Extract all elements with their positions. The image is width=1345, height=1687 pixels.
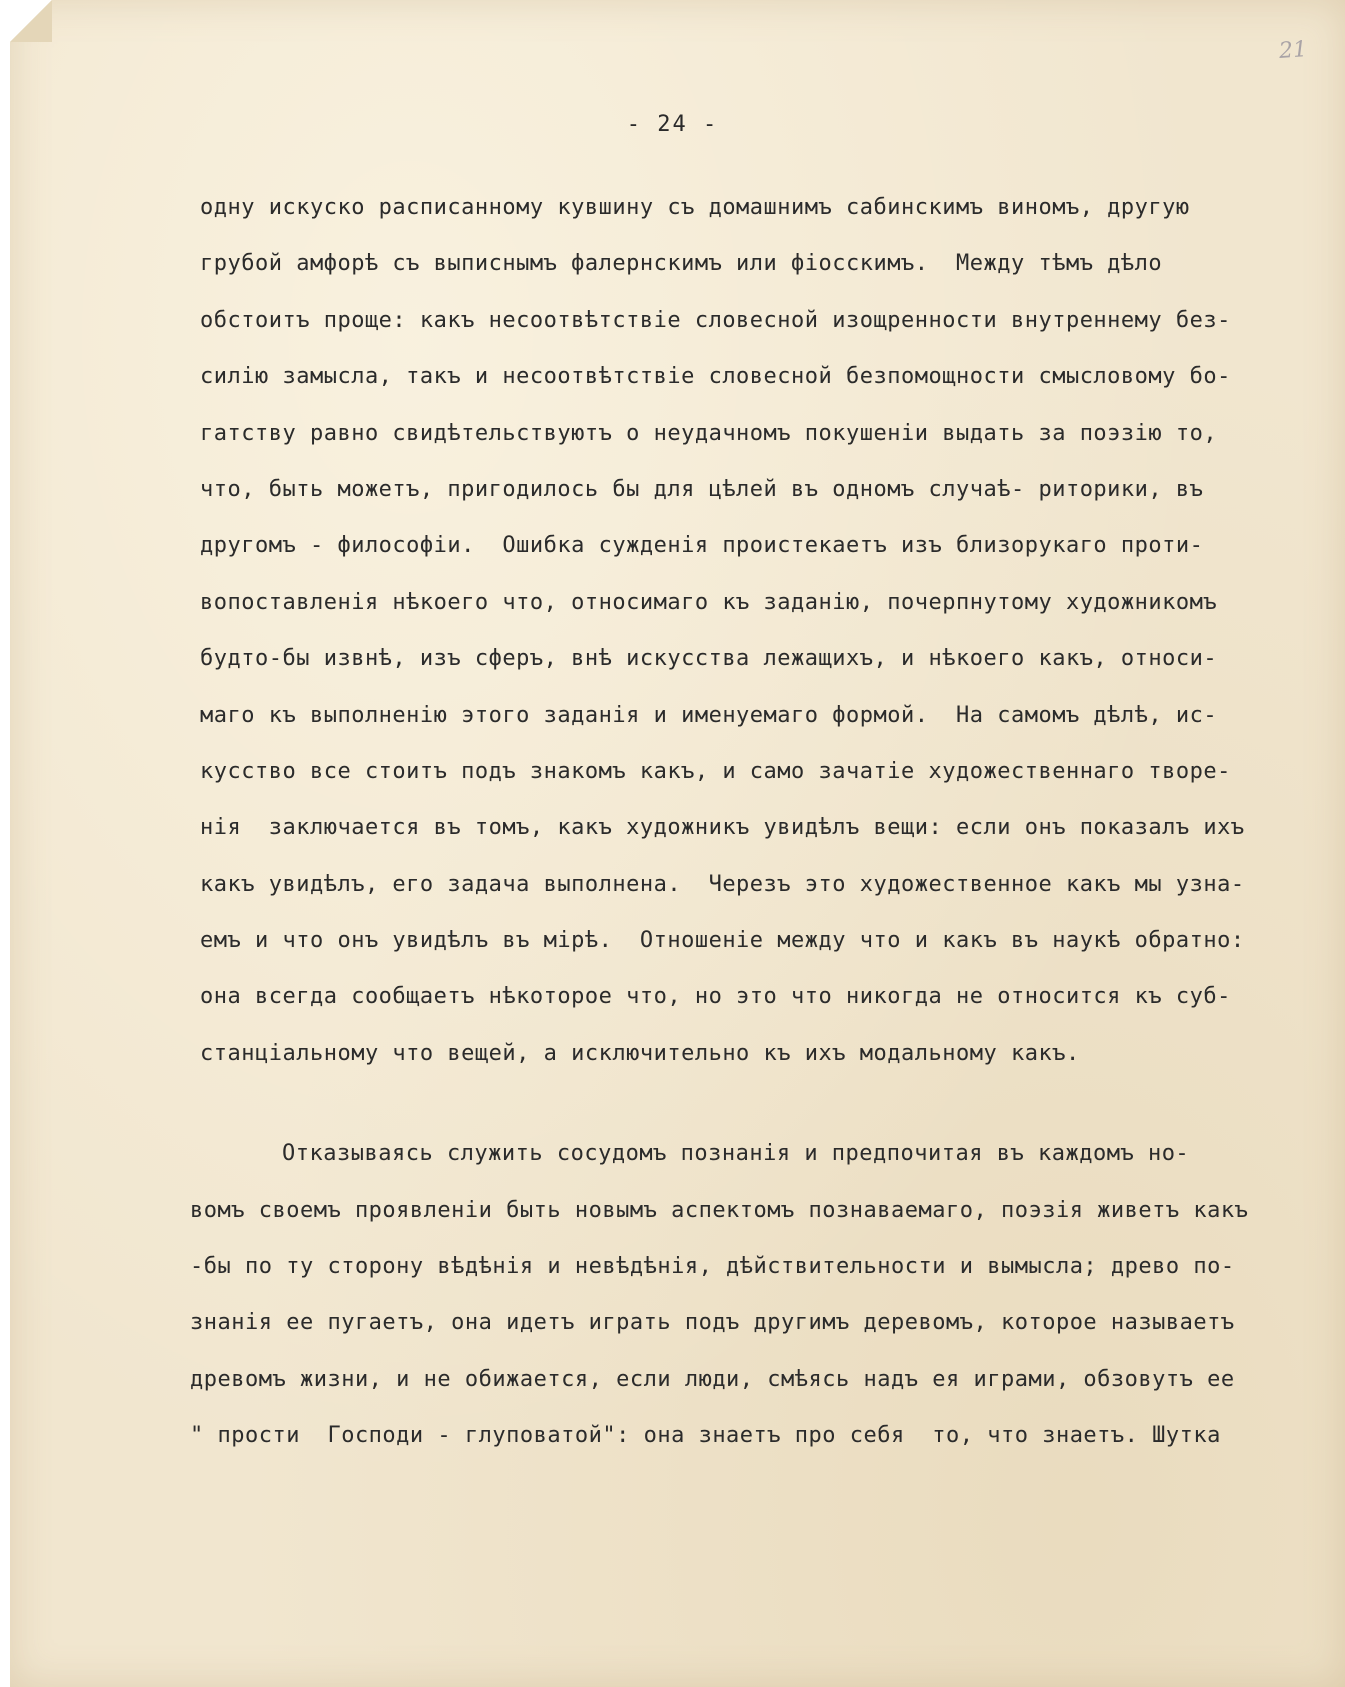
paragraph-gap <box>200 1094 1330 1138</box>
text-line: грубой амфорѣ съ выписнымъ фалернскимъ или фіосскимъ. Между тѣмъ дѣло <box>200 251 1163 277</box>
typewritten-text <box>190 192 1330 1477</box>
text-line: кусство все стоитъ подъ знакомъ какъ, и само зачатіе художественнаго творе- <box>200 758 1231 784</box>
text-line: -бы по ту сторону вѣдѣнія и невѣдѣнія, дѣйствительности и вымысла; древо по- <box>190 1254 1235 1280</box>
text-line: обстоитъ проще: какъ несоотвѣтствіе словесной изощренности внутреннему без- <box>200 307 1231 333</box>
text-line: емъ и что онъ увидѣлъ въ мірѣ. Отношеніе между что и какъ въ наукѣ обратно: <box>200 928 1245 954</box>
text-line: вопоставленія нѣкоего что, относимаго къ заданію, почерпнутому художникомъ <box>200 589 1218 615</box>
text-line: силію замысла, такъ и несоотвѣтствіе словесной безпомощности смысловому бо- <box>200 364 1231 390</box>
text-line: будто-бы извнѣ, изъ сферъ, внѣ искусства лежащихъ, и нѣкоего какъ, относи- <box>200 646 1218 672</box>
text-line: вомъ своемъ проявленіи быть новымъ аспектомъ познаваемаго, поэзія живетъ какъ <box>190 1197 1249 1223</box>
text-line: другомъ - философіи. Ошибка сужденія проистекаетъ изъ близорукаго проти- <box>200 533 1204 559</box>
text-line: она всегда сообщаетъ нѣкоторое что, но это что никогда не относится къ суб- <box>200 984 1231 1010</box>
corner-fold-shadow <box>10 0 52 42</box>
page-number: - 24 - <box>626 112 719 137</box>
text-line: станціальному что вещей, а исключительно къ ихъ модальному какъ. <box>200 1040 1080 1066</box>
text-line: что, быть можетъ, пригодилось бы для цѣлей въ одномъ случаѣ- риторики, въ <box>200 476 1204 502</box>
text-line: древомъ жизни, и не обижается, если люди, смѣясь надъ ея играми, обзовутъ ее <box>190 1366 1235 1392</box>
text-line: " прости Господи - глуповатой": она знаетъ про себя то, что знаетъ. Шутка <box>190 1423 1221 1449</box>
text-line: какъ увидѣлъ, его задача выполнена. Черезъ это художественное какъ мы узна- <box>200 871 1245 897</box>
paragraph-2 <box>190 1138 1330 1476</box>
text-line: одну искуско расписанному кувшину съ домашнимъ сабинскимъ виномъ, другую <box>200 195 1190 220</box>
text-line: гатству равно свидѣтельствуютъ о неудачномъ покушеніи выдать за поэзію то, <box>200 420 1218 446</box>
text-line: нія заключается въ томъ, какъ художникъ увидѣлъ вещи: если онъ показалъ ихъ <box>200 815 1245 841</box>
archive-page-number: 21 <box>1278 37 1308 64</box>
paragraph-1 <box>200 192 1330 1094</box>
text-line: Отказываясь служить сосудомъ познанія и предпочитая въ каждомъ но- <box>282 1141 1190 1167</box>
text-line: маго къ выполненію этого заданія и именуемаго формой. На самомъ дѣлѣ, ис- <box>200 702 1218 728</box>
text-line: знанія ее пугаетъ, она идетъ играть подъ другимъ деревомъ, которое называетъ <box>190 1310 1235 1336</box>
